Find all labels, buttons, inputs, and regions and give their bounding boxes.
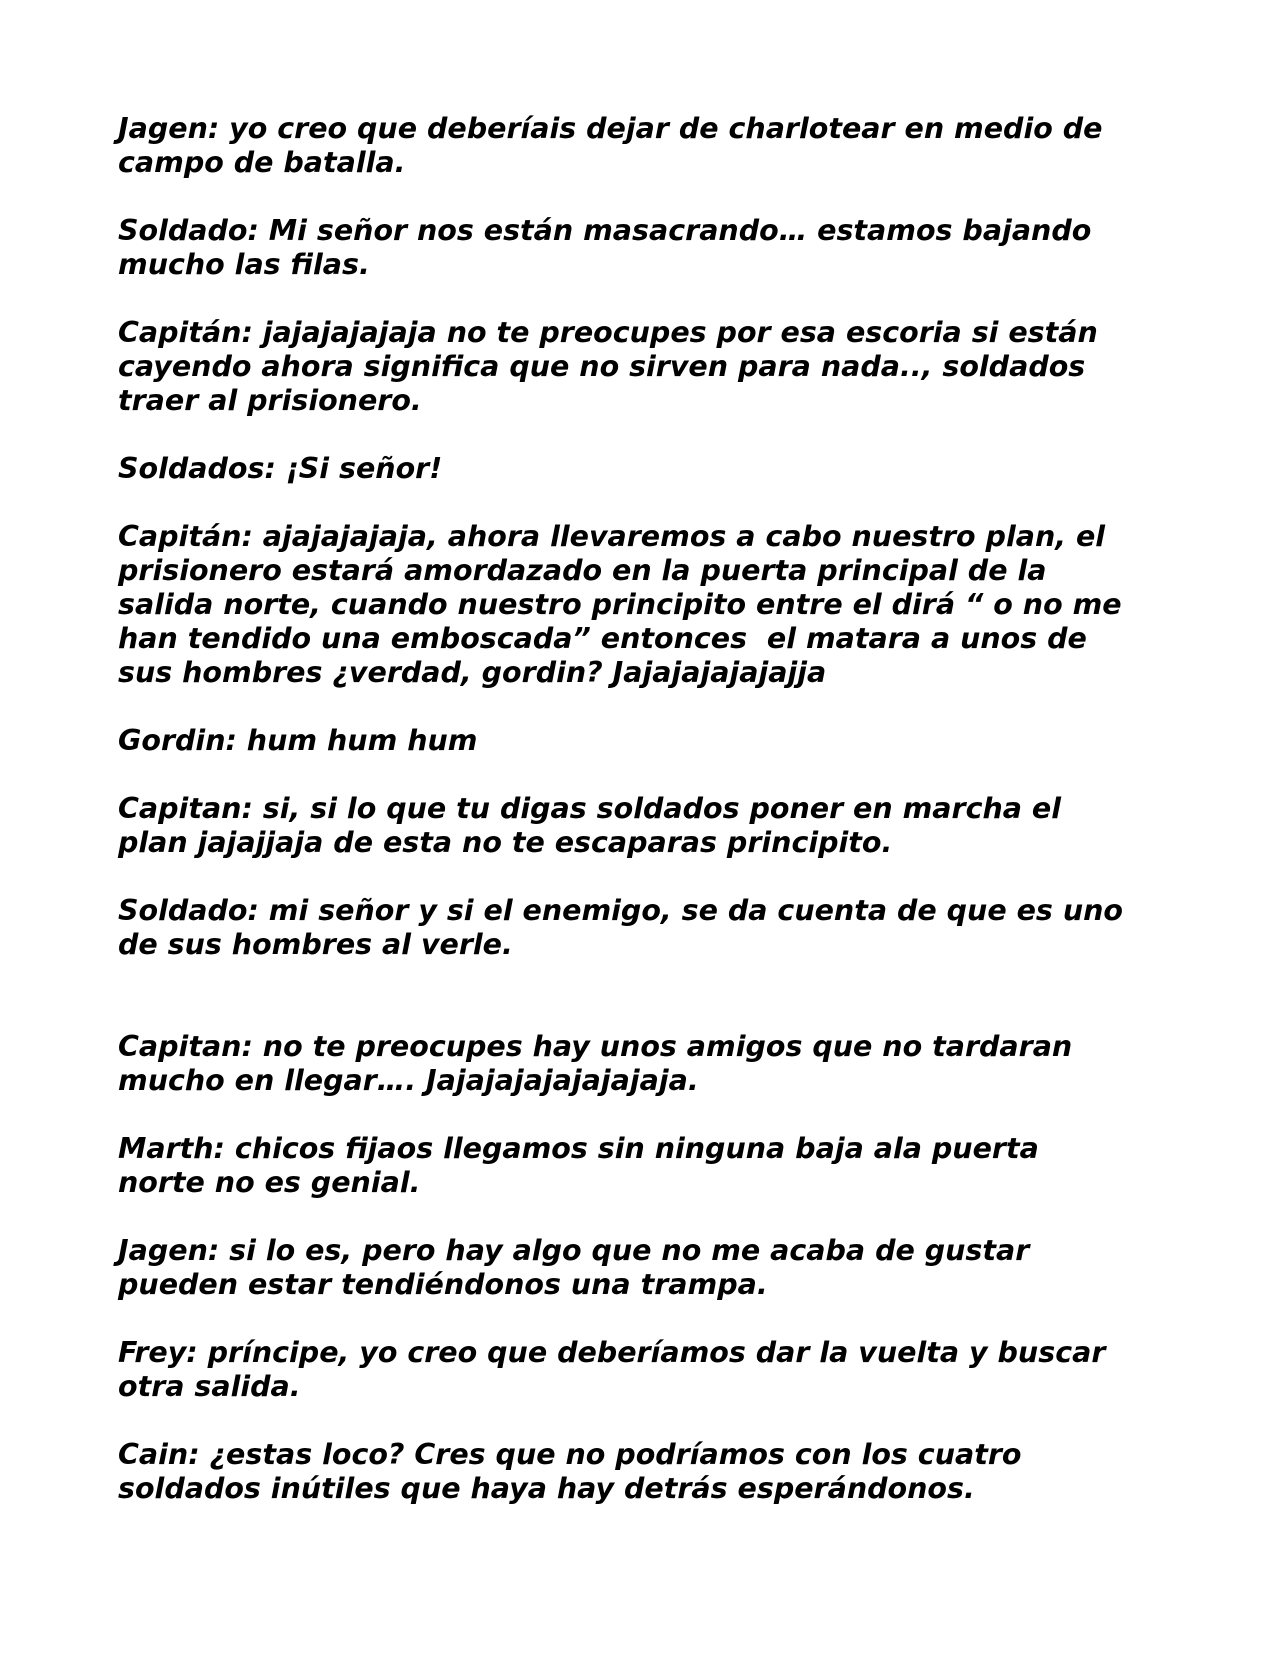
dialogue-paragraph: Jagen: si lo es, pero hay algo que no me acaba de gustar pueden estar tendiéndonos una trampa. [118,1234,1030,1301]
dialogue-paragraph: Jagen: yo creo que deberíais dejar de charlotear en medio de campo de batalla. [118,112,1103,179]
dialogue-paragraph: Cain: ¿estas loco? Cres que no podríamos con los cuatro soldados inútiles que haya hay detrás esperándonos. [118,1438,1022,1505]
dialogue-paragraph: Soldado: mi señor y si el enemigo, se da cuenta de que es uno de sus hombres al verle. [118,894,1123,961]
dialogue-paragraph: Marth: chicos fijaos llegamos sin ninguna baja ala puerta norte no es genial. [118,1132,1039,1199]
dialogue-paragraph: Gordin: hum hum hum [118,724,478,757]
dialogue-paragraph: Frey: príncipe, yo creo que deberíamos dar la vuelta y buscar otra salida. [118,1336,1106,1403]
dialogue-paragraph: Capitán: jajajajajaja no te preocupes por esa escoria si están cayendo ahora significa que no sirven para nada.., soldados traer al prisionero. [118,316,1098,417]
dialogue-paragraph: Capitan: no te preocupes hay unos amigos que no tardaran mucho en llegar…. Jajajajajajajajaja. [118,1030,1073,1097]
dialogue-paragraph: Capitan: si, si lo que tu digas soldados poner en marcha el plan jajajjaja de esta no te escaparas principito. [118,792,1062,859]
dialogue-paragraph: Soldados: ¡Si señor! [118,452,443,485]
dialogue-paragraph: Capitán: ajajajajaja, ahora llevaremos a cabo nuestro plan, el prisionero estará amordazado en la puerta principal de la salida norte, cuando nuestro principito entre el dirá “ o no me han tendido una emboscada” entonces el matara a unos de sus hombres ¿verdad, gordin? Jajajajajajajja [118,520,1122,689]
dialogue-paragraph: Soldado: Mi señor nos están masacrando… estamos bajando mucho las filas. [118,214,1092,281]
document-page [118,112,1178,1540]
